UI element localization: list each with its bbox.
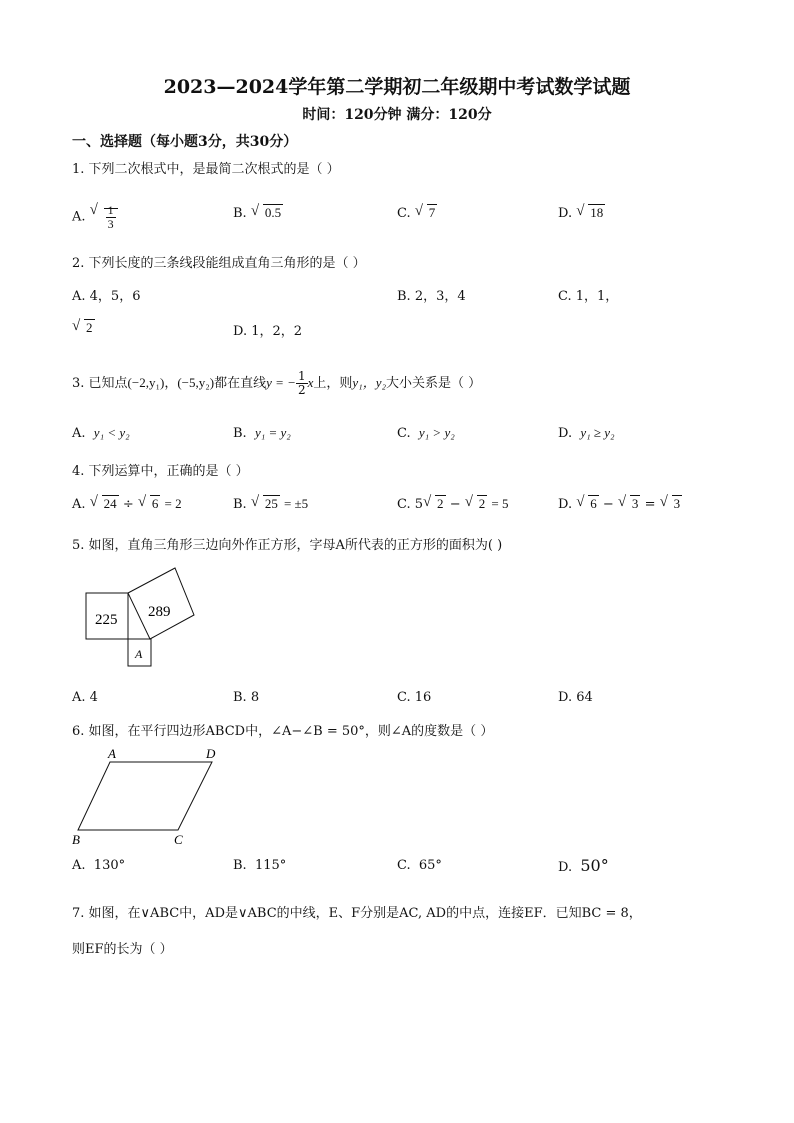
q5-option-d: D. 64 <box>558 690 593 705</box>
q5-left-label: 225 <box>95 612 118 628</box>
q6-label-c: C <box>174 832 183 847</box>
q4-d-r1: 6 <box>590 496 597 511</box>
q6-label-a: A <box>108 746 116 761</box>
q6-label-b: B <box>72 832 80 847</box>
q3-stem-end: 大小关系是（ ） <box>386 376 482 392</box>
q1-c-value: 7 <box>428 205 436 220</box>
q3-option-c <box>397 425 455 441</box>
q3-b-value: y₁ = y₂ <box>254 425 291 440</box>
q4-d-op: − <box>602 497 614 512</box>
q4-b-result: = ±5 <box>283 496 309 511</box>
q1-stem: 1. 下列二次根式中，是最简二次根式的是（ ） <box>72 162 340 177</box>
q5-squares-figure <box>80 563 200 673</box>
q3-sep: ， <box>164 376 178 392</box>
q5-option-a: A. 4 <box>72 690 98 705</box>
q2-option-d: D. 1，2，2 <box>233 324 303 339</box>
q6-option-a <box>72 858 125 873</box>
q4-d-r2: 3 <box>631 496 639 511</box>
q4-c-r1: 2 <box>437 496 444 511</box>
q6-c-value: 65° <box>418 858 442 873</box>
q3-d-value: y₁ ≥ y₂ <box>580 425 615 440</box>
q1-d-label: D. <box>558 206 573 221</box>
q1-b-label: B. <box>233 206 247 221</box>
q4-a-result: = 2 <box>164 496 182 511</box>
q6-b-label: B. <box>233 858 247 873</box>
q3-option-b <box>233 425 291 441</box>
q1-b-radical <box>251 205 283 221</box>
q4-option-c <box>397 496 508 512</box>
q6-a-label: A. <box>72 858 86 873</box>
q4-c-label: C. <box>397 497 411 512</box>
q4-c-coef: 5 <box>414 497 424 512</box>
q4-b-label: B. <box>233 497 247 512</box>
q6-d-label: D. <box>558 860 573 875</box>
q1-a-den: 3 <box>107 217 114 232</box>
q3-point1: (−2,y₁) <box>127 375 165 391</box>
q1-option-a <box>72 204 118 231</box>
q3-stem <box>72 370 481 397</box>
q4-c-result: = 5 <box>491 496 509 511</box>
q1-a-label: A. <box>72 209 86 225</box>
q4-a-r1: 24 <box>103 496 117 511</box>
q2-option-c-radical <box>72 320 95 336</box>
q3-stem-pre: 3. 已知点 <box>72 376 128 392</box>
exam-title: 2023—2024学年第二学期初二年级期中考试数学试题 <box>163 76 631 98</box>
q6-b-value: 115° <box>254 858 287 873</box>
q2-stem: 2. 下列长度的三条线段能组成直角三角形的是（ ） <box>72 256 366 271</box>
q2-option-c: C. 1，1， <box>558 289 619 304</box>
q1-c-label: C. <box>397 206 411 221</box>
q1-a-radical <box>90 204 118 231</box>
q6-option-c <box>397 858 442 873</box>
q4-b-r1: 25 <box>264 496 278 511</box>
q6-option-d <box>558 856 609 875</box>
q5-option-b: B. 8 <box>233 690 260 705</box>
q4-stem: 4. 下列运算中，正确的是（ ） <box>72 464 249 479</box>
q4-d-eq: = <box>644 497 656 512</box>
q3-stem-post: 上，则 <box>313 376 353 392</box>
q3-option-a <box>72 425 130 441</box>
q3-a-value: y₁ < y₂ <box>93 425 130 440</box>
q4-option-b <box>233 496 308 512</box>
q6-stem: 6. 如图，在平行四边形ABCD中，∠A−∠B = 50°，则∠A的度数是（ ） <box>72 724 494 739</box>
q4-option-a <box>72 496 182 512</box>
q5-option-c: C. 16 <box>397 690 432 705</box>
section-heading: 一、选择题（每小题3分，共30分） <box>72 134 298 150</box>
q4-option-d <box>558 496 682 512</box>
q3-line-rhs: x <box>307 375 314 391</box>
q5-bottom-label: A <box>135 647 143 661</box>
q1-option-b <box>233 205 283 221</box>
q3-d-label: D. <box>558 426 573 441</box>
q6-option-b <box>233 858 286 873</box>
q4-c-r2: 2 <box>478 496 486 511</box>
q1-d-radical <box>576 205 605 221</box>
q4-a-r2: 6 <box>151 496 159 511</box>
q4-a-op: ÷ <box>122 497 134 512</box>
q5-stem: 5. 如图，直角三角形三边向外作正方形，字母A所代表的正方形的面积为( ) <box>72 538 503 553</box>
q3-a-label: A. <box>72 426 86 441</box>
q3-c-value: y₁ > y₂ <box>418 425 455 440</box>
q4-a-label: A. <box>72 497 86 512</box>
q3-b-label: B. <box>233 426 247 441</box>
q4-d-label: D. <box>558 497 573 512</box>
q3-point2: (−5,y₂) <box>177 375 215 391</box>
q6-label-d: D <box>206 746 216 761</box>
q4-d-r3: 3 <box>673 496 681 511</box>
q6-d-value: 50° <box>580 856 609 875</box>
q3-frac-num: 1 <box>297 369 306 383</box>
q6-parallelogram <box>78 762 212 830</box>
q3-stem-mid: 都在直线 <box>214 376 267 392</box>
q2-c-rad-value: 2 <box>86 320 93 335</box>
q6-c-label: C. <box>397 858 411 873</box>
exam-subtitle: 时间：120分钟 满分：120分 <box>302 107 492 123</box>
q2-option-b: B. 2，3，4 <box>397 289 466 304</box>
q1-c-radical <box>415 205 438 221</box>
q6-parallelogram-figure <box>68 742 228 850</box>
q3-line-lhs: y = − <box>266 375 296 391</box>
q7-line1: 7. 如图，在∨ABC中，AD是∨ABC的中线，E、F分别是AC, AD的中点，连接EF．已知BC = 8， <box>72 906 642 921</box>
q5-right-label: 289 <box>148 604 171 620</box>
q1-option-d <box>558 205 605 221</box>
q3-vars: y₁，y₂ <box>352 375 386 391</box>
q1-option-c <box>397 205 437 221</box>
q1-d-value: 18 <box>590 205 604 220</box>
q2-option-a: A. 4，5，6 <box>72 289 141 304</box>
q3-c-label: C. <box>397 426 411 441</box>
q4-c-op: − <box>449 497 461 512</box>
q3-option-d <box>558 425 615 441</box>
q3-frac-den: 2 <box>297 383 306 398</box>
q1-b-value: 0.5 <box>264 205 282 220</box>
q6-a-value: 130° <box>93 858 126 873</box>
q1-a-num: √ 1 <box>107 203 114 217</box>
q7-line2: 则EF的长为（ ） <box>72 942 173 957</box>
